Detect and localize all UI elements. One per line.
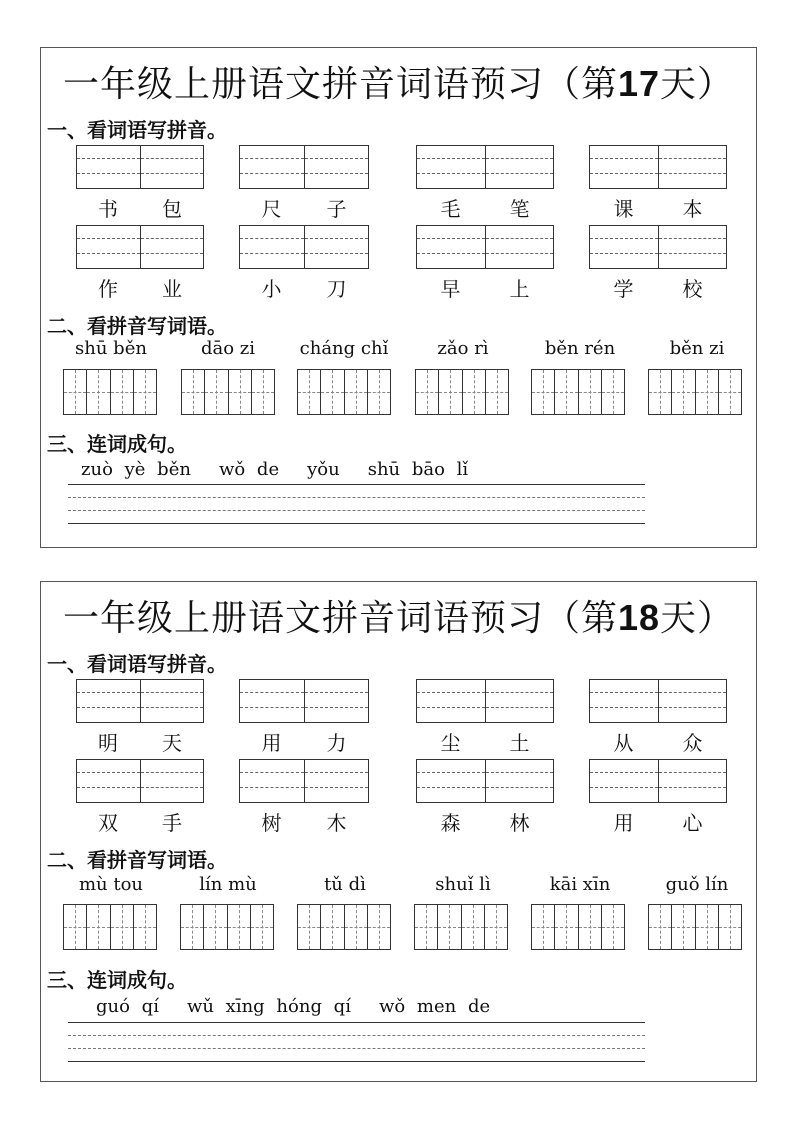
- pinyin-prompt: cháng chǐ: [299, 338, 389, 359]
- pinyin-prompt: guǒ lín: [665, 874, 729, 895]
- pinyin-writing-box[interactable]: [589, 145, 727, 189]
- pinyin-writing-box[interactable]: [76, 679, 204, 723]
- pinyin-writing-box[interactable]: [76, 225, 204, 269]
- section-2-heading: 二、看拼音写词语。: [47, 314, 227, 338]
- pinyin-prompt: běn zi: [669, 338, 725, 359]
- section-3-heading: 三、连词成句。: [47, 432, 187, 456]
- pinyin-prompt: mù tou: [78, 874, 144, 895]
- word-characters: 书 包: [98, 197, 182, 221]
- word-characters: 双 手: [98, 811, 182, 835]
- pinyin-prompt: lín mù: [199, 874, 257, 895]
- sentence-word-bank: [96, 996, 518, 1017]
- pinyin-writing-box[interactable]: [416, 759, 554, 803]
- word-characters: 作 业: [98, 277, 182, 301]
- pinyin-writing-box[interactable]: [239, 679, 369, 723]
- character-writing-box[interactable]: [648, 369, 742, 415]
- worksheet-title: 一年级上册语文拼音词语预习（第17天）: [62, 63, 735, 105]
- character-writing-box[interactable]: [415, 369, 509, 415]
- word-chunk: zuò yè běn: [81, 459, 191, 480]
- word-characters: 明 天: [98, 731, 182, 755]
- word-characters: 早 上: [440, 277, 530, 301]
- pinyin-writing-box[interactable]: [239, 225, 369, 269]
- section-2-heading: 二、看拼音写词语。: [47, 848, 227, 872]
- word-chunk: yǒu: [307, 459, 340, 480]
- pinyin-writing-box[interactable]: [589, 679, 727, 723]
- section-1-heading: 一、看词语写拼音。: [47, 118, 227, 142]
- pinyin-writing-box[interactable]: [239, 145, 369, 189]
- character-writing-box[interactable]: [63, 904, 157, 950]
- worksheet-title: 一年级上册语文拼音词语预习（第18天）: [62, 597, 735, 639]
- pinyin-writing-box[interactable]: [589, 759, 727, 803]
- character-writing-box[interactable]: [531, 904, 625, 950]
- word-characters: 学 校: [613, 277, 703, 301]
- word-characters: 从 众: [613, 731, 703, 755]
- word-chunk: wǒ de: [218, 459, 280, 480]
- word-characters: 树 木: [261, 811, 347, 835]
- word-characters: 用 心: [613, 811, 703, 835]
- sentence-writing-lines[interactable]: [68, 1022, 645, 1062]
- character-writing-box[interactable]: [648, 904, 742, 950]
- pinyin-writing-box[interactable]: [239, 759, 369, 803]
- word-characters: 森 林: [440, 811, 530, 835]
- pinyin-writing-box[interactable]: [416, 225, 554, 269]
- word-chunk: guó qí: [96, 996, 159, 1017]
- worksheet-day-17: [40, 47, 757, 548]
- character-writing-box[interactable]: [181, 369, 275, 415]
- pinyin-prompt: běn rén: [544, 338, 616, 359]
- word-characters: 尘 土: [440, 731, 530, 755]
- pinyin-prompt: tǔ dì: [324, 874, 366, 895]
- worksheet-day-18: [40, 581, 757, 1082]
- character-writing-box[interactable]: [297, 904, 391, 950]
- word-chunk: wǒ men de: [378, 996, 491, 1017]
- pinyin-writing-box[interactable]: [589, 225, 727, 269]
- word-characters: 毛 笔: [440, 197, 530, 221]
- word-chunk: shū bāo lǐ: [367, 459, 469, 480]
- word-characters: 尺 子: [261, 197, 347, 221]
- character-writing-box[interactable]: [414, 904, 508, 950]
- pinyin-prompt: zǎo rì: [437, 338, 489, 359]
- sentence-word-bank: [81, 459, 496, 480]
- word-characters: 用 力: [261, 731, 347, 755]
- character-writing-box[interactable]: [531, 369, 625, 415]
- sentence-writing-lines[interactable]: [68, 484, 645, 524]
- section-3-heading: 三、连词成句。: [47, 968, 187, 992]
- pinyin-prompt: shuǐ lì: [435, 874, 491, 895]
- character-writing-box[interactable]: [297, 369, 391, 415]
- pinyin-writing-box[interactable]: [416, 679, 554, 723]
- pinyin-prompt: kāi xīn: [549, 874, 611, 895]
- word-characters: 小 刀: [261, 277, 347, 301]
- character-writing-box[interactable]: [63, 369, 157, 415]
- pinyin-prompt: shū běn: [75, 338, 147, 359]
- pinyin-writing-box[interactable]: [76, 759, 204, 803]
- pinyin-prompt: dāo zi: [200, 338, 256, 359]
- pinyin-writing-box[interactable]: [416, 145, 554, 189]
- section-1-heading: 一、看词语写拼音。: [47, 652, 227, 676]
- pinyin-writing-box[interactable]: [76, 145, 204, 189]
- word-chunk: wǔ xīng hóng qí: [186, 996, 351, 1017]
- character-writing-box[interactable]: [180, 904, 274, 950]
- word-characters: 课 本: [613, 197, 703, 221]
